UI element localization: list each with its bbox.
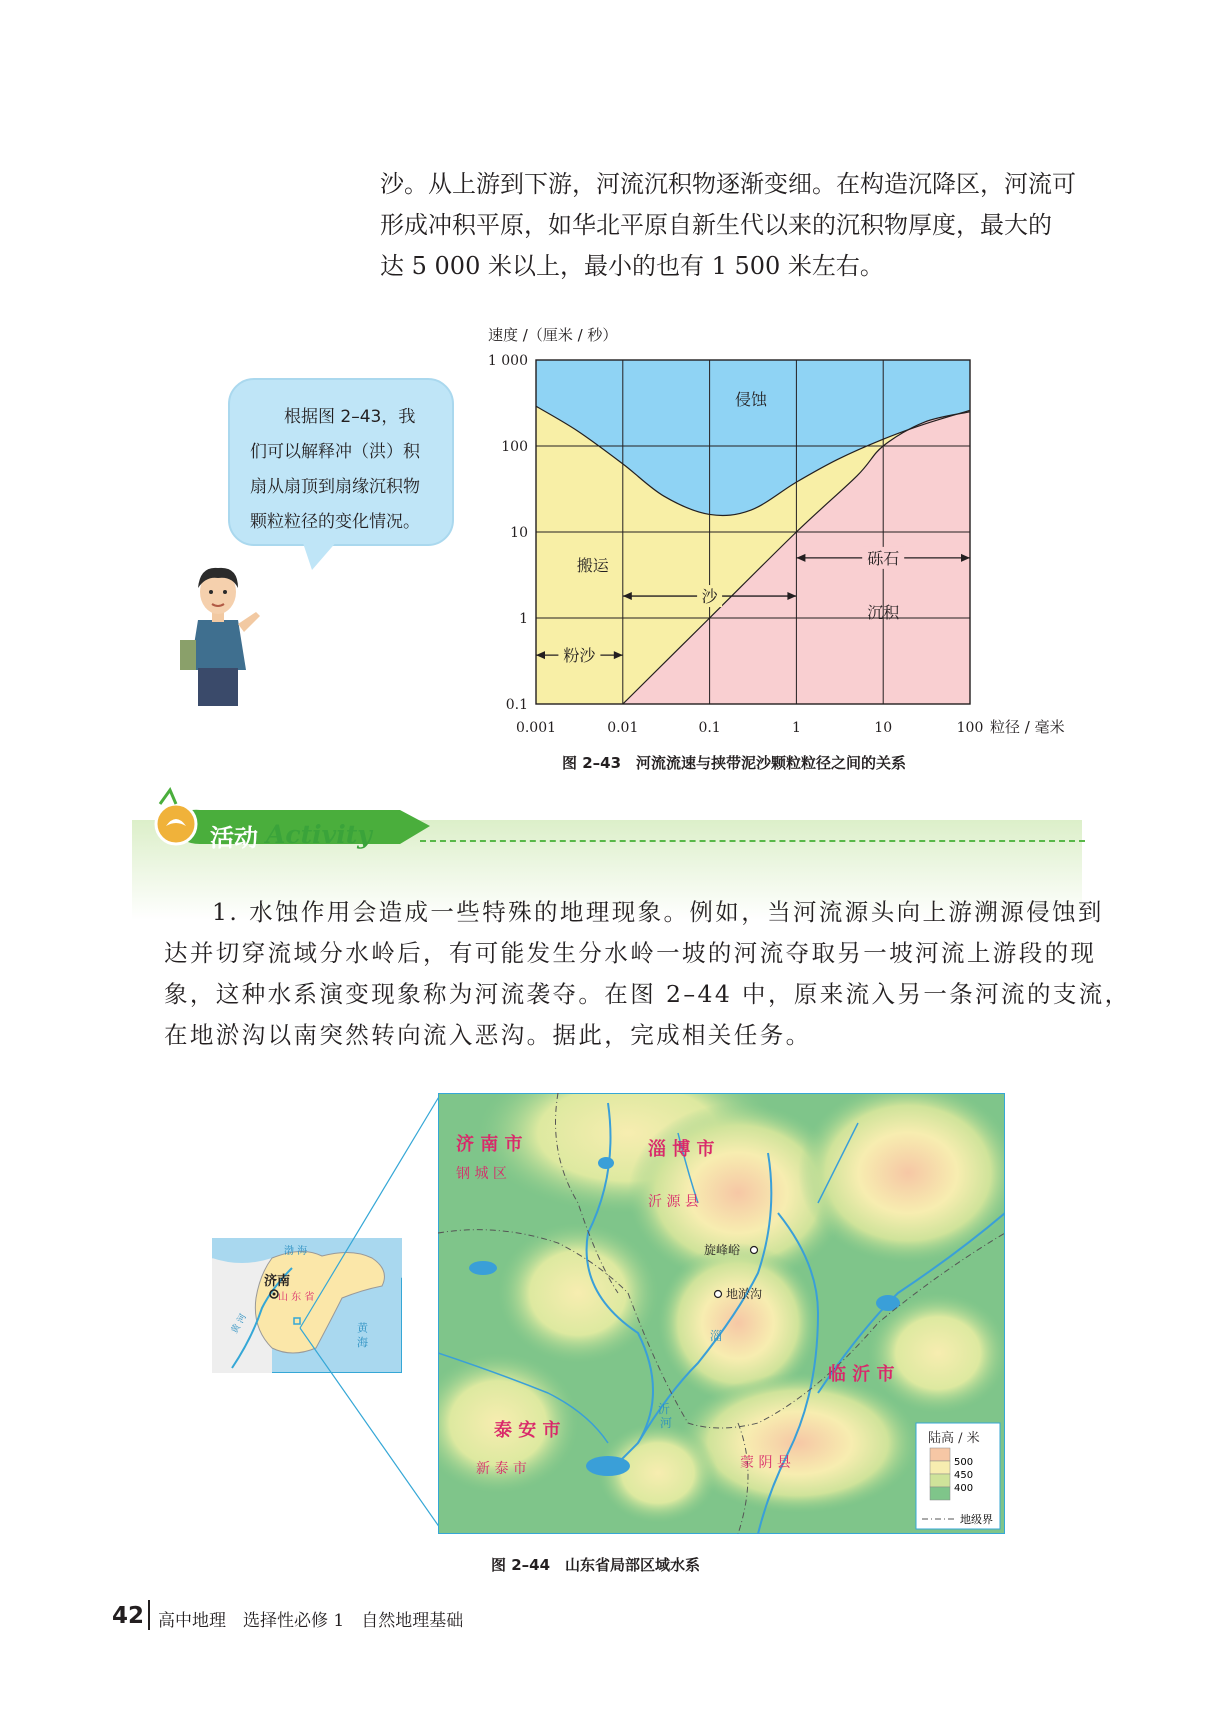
x-tick-label: 10 xyxy=(874,720,893,736)
activity-line: 象，这种水系演变现象称为河流袭夺。在图 2–44 中，原来流入另一条河流的支流， xyxy=(164,980,1131,1008)
map-caption: 图 2–44 山东省局部区域水系 xyxy=(491,1556,701,1574)
footer-separator xyxy=(148,1600,150,1630)
activity-line: 1. 水蚀作用会造成一些特殊的地理现象。例如，当河流源头向上游溯源侵蚀到 xyxy=(212,898,1104,926)
silt-range-label: 粉沙 xyxy=(563,646,596,666)
legend-450: 450 xyxy=(954,1470,974,1481)
chart-caption: 图 2–43 河流流速与挟带泥沙颗粒粒径之间的关系 xyxy=(562,754,907,772)
y-tick-label: 1 000 xyxy=(487,353,528,369)
x-tick-label: 1 xyxy=(791,720,801,736)
main-map-water-system xyxy=(438,1093,1005,1534)
map-label-taian: 泰 安 市 xyxy=(494,1420,561,1441)
activity-line: 在地淤沟以南突然转向流入恶沟。据此，完成相关任务。 xyxy=(164,1021,812,1049)
y-tick-label: 1 xyxy=(519,611,528,627)
region-label: 侵蚀 xyxy=(735,389,768,409)
bubble-line: 根据图 2–43，我 xyxy=(250,407,416,427)
inset-label-huanghe: 黄 河 xyxy=(229,1312,250,1336)
x-tick-label: 100 xyxy=(956,720,984,736)
map-river-label: 河 xyxy=(660,1416,673,1430)
map-legend xyxy=(916,1423,1000,1529)
gravel-range-label: 砾石 xyxy=(867,548,900,568)
sand-range-label: 沙 xyxy=(701,587,718,607)
region-label: 沉积 xyxy=(867,603,900,622)
map-label-yiyuan: 沂 源 县 xyxy=(648,1194,699,1210)
x-tick-label: 0.1 xyxy=(698,720,721,736)
inset-label-shandong: 山 东 省 xyxy=(278,1292,315,1303)
bubble-line: 们可以解释冲（洪）积 xyxy=(250,442,420,462)
map-river-label: 沂 xyxy=(658,1402,671,1416)
activity-line: 达并切穿流域分水岭后，有可能发生分水岭一坡的河流夺取另一坡河流上游段的现 xyxy=(164,939,1097,967)
map-label-linyi: 临 沂 市 xyxy=(828,1364,895,1385)
map-label-diyugou: 地淤沟 xyxy=(726,1287,763,1301)
body-line: 形成冲积平原，如华北平原自新生代以来的沉积物厚度，最大的 xyxy=(380,211,1052,239)
map-label-gangcheng: 钢 城 区 xyxy=(456,1166,507,1182)
map-label-zibo: 淄 博 市 xyxy=(648,1139,715,1160)
bubble-line: 扇从扇顶到扇缘沉积物 xyxy=(250,477,420,497)
bubble-line: 颗粒粒径的变化情况。 xyxy=(250,512,420,532)
legend-title: 陆高 / 米 xyxy=(928,1431,980,1446)
y-axis-title: 速度 /（厘米 / 秒） xyxy=(488,326,618,344)
body-line: 达 5 000 米以上，最小的也有 1 500 米左右。 xyxy=(380,252,884,280)
map-label-xintai: 新 泰 市 xyxy=(476,1461,527,1477)
y-tick-label: 100 xyxy=(501,439,528,455)
legend-400: 400 xyxy=(954,1483,974,1494)
inset-label-huanghai: 黄 海 xyxy=(355,1322,369,1348)
map-label-xuanfengyu: 旋峰峪 xyxy=(704,1243,741,1257)
page-number: 42 xyxy=(112,1603,145,1629)
body-line: 沙。从上游到下游，河流沉积物逐渐变细。在构造沉降区，河流可 xyxy=(380,170,1076,198)
x-axis-title: 粒径 / 毫米 xyxy=(990,718,1065,736)
activity-title-en: Activity xyxy=(266,820,372,849)
map-label-mengyin: 蒙 阴 县 xyxy=(740,1455,791,1471)
legend-500: 500 xyxy=(954,1457,974,1468)
footer-book-title: 高中地理 选择性必修 1 自然地理基础 xyxy=(158,1611,464,1631)
activity-title: 活动 xyxy=(210,824,258,852)
x-tick-label: 0.001 xyxy=(515,720,557,736)
map-river-label: 淄 xyxy=(710,1329,723,1343)
y-tick-label: 0.1 xyxy=(505,697,528,713)
legend-boundary: 地级界 xyxy=(960,1513,993,1526)
map-label-jinan-city: 济 南 市 xyxy=(456,1134,523,1155)
region-label: 搬运 xyxy=(576,556,609,576)
y-tick-label: 10 xyxy=(510,525,528,541)
inset-label-jinan: 济南 xyxy=(264,1274,291,1289)
inset-label-bohai: 渤 海 xyxy=(284,1246,308,1257)
x-tick-label: 0.01 xyxy=(607,720,639,736)
